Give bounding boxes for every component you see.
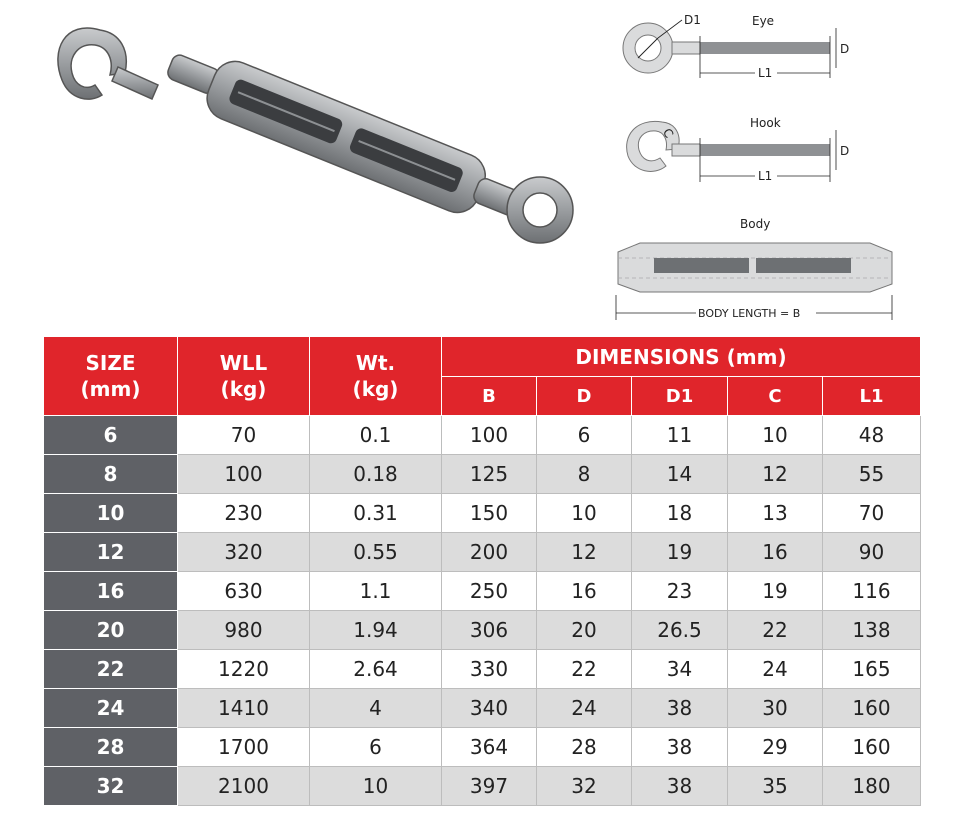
d-cell: 20: [537, 611, 632, 650]
l1-cell: 165: [823, 650, 921, 689]
c-cell: 30: [728, 689, 823, 728]
d-cell: 10: [537, 494, 632, 533]
hook-diagram: [627, 116, 850, 183]
size-cell: 28: [44, 728, 178, 767]
weight-cell: 1.94: [310, 611, 442, 650]
wll-cell: 100: [178, 455, 310, 494]
table-row: [44, 689, 921, 728]
c-cell: 19: [728, 572, 823, 611]
wll-cell: 2100: [178, 767, 310, 806]
c-cell: 35: [728, 767, 823, 806]
weight-cell: 6: [310, 728, 442, 767]
c-cell: 10: [728, 416, 823, 455]
l1-cell: 180: [823, 767, 921, 806]
hook-end-icon: [58, 28, 158, 99]
table-row: [44, 767, 921, 806]
body-frame-icon: [159, 38, 534, 236]
wll-cell: 1220: [178, 650, 310, 689]
weight-cell: 0.55: [310, 533, 442, 572]
d1-cell: 19: [632, 533, 728, 572]
d-cell: 12: [537, 533, 632, 572]
weight-header-unit: (kg): [352, 377, 399, 401]
wll-cell: 70: [178, 416, 310, 455]
dimension-subheader-d: D: [537, 377, 632, 416]
size-cell: 16: [44, 572, 178, 611]
body-length-label: BODY LENGTH = B: [698, 307, 801, 320]
wll-cell: 980: [178, 611, 310, 650]
eye-title: Eye: [752, 14, 775, 28]
weight-cell: 0.31: [310, 494, 442, 533]
c-cell: 13: [728, 494, 823, 533]
c-cell: 16: [728, 533, 823, 572]
hook-l1-label: L1: [758, 169, 773, 183]
d-cell: 32: [537, 767, 632, 806]
d1-cell: 34: [632, 650, 728, 689]
d-cell: 16: [537, 572, 632, 611]
l1-cell: 160: [823, 728, 921, 767]
weight-cell: 1.1: [310, 572, 442, 611]
d1-cell: 14: [632, 455, 728, 494]
d1-cell: 18: [632, 494, 728, 533]
d-cell: 24: [537, 689, 632, 728]
table-row: [44, 533, 921, 572]
size-cell: 32: [44, 767, 178, 806]
c-cell: 22: [728, 611, 823, 650]
eye-diagram: [623, 13, 849, 80]
b-cell: 150: [442, 494, 537, 533]
size-header-unit: (mm): [80, 377, 141, 401]
eye-d-label: D: [840, 42, 850, 56]
table-row: [44, 572, 921, 611]
hook-c-label: C: [659, 126, 677, 141]
d-cell: 22: [537, 650, 632, 689]
l1-cell: 90: [823, 533, 921, 572]
b-cell: 306: [442, 611, 537, 650]
b-cell: 330: [442, 650, 537, 689]
hook-title: Hook: [750, 116, 781, 130]
l1-cell: 160: [823, 689, 921, 728]
d1-cell: 11: [632, 416, 728, 455]
c-cell: 29: [728, 728, 823, 767]
b-cell: 364: [442, 728, 537, 767]
wll-header-label: WLL: [219, 351, 268, 375]
table-body: [44, 416, 921, 806]
weight-header-label: Wt.: [355, 351, 396, 375]
weight-cell: 10: [310, 767, 442, 806]
size-cell: 12: [44, 533, 178, 572]
weight-cell: 2.64: [310, 650, 442, 689]
dimension-subheader-l1: L1: [823, 377, 921, 416]
d1-cell: 38: [632, 767, 728, 806]
d1-cell: 38: [632, 689, 728, 728]
wll-cell: 1410: [178, 689, 310, 728]
size-cell: 6: [44, 416, 178, 455]
dimension-subheader-c: C: [728, 377, 823, 416]
size-cell: 20: [44, 611, 178, 650]
dimensions-header: DIMENSIONS (mm): [442, 337, 921, 377]
wll-header: [178, 337, 310, 416]
table-row: [44, 455, 921, 494]
eye-l1-label: L1: [758, 66, 773, 80]
weight-cell: 4: [310, 689, 442, 728]
table-row: [44, 494, 921, 533]
size-cell: 10: [44, 494, 178, 533]
d-cell: 28: [537, 728, 632, 767]
wll-cell: 320: [178, 533, 310, 572]
dimension-subheader-d1: D1: [632, 377, 728, 416]
turnbuckle-product-image: [40, 5, 600, 255]
b-cell: 340: [442, 689, 537, 728]
size-cell: 24: [44, 689, 178, 728]
size-header: [44, 337, 178, 416]
table-row: [44, 611, 921, 650]
b-cell: 250: [442, 572, 537, 611]
l1-cell: 138: [823, 611, 921, 650]
l1-cell: 48: [823, 416, 921, 455]
size-cell: 22: [44, 650, 178, 689]
spec-table: [43, 336, 921, 806]
weight-cell: 0.18: [310, 455, 442, 494]
wll-cell: 630: [178, 572, 310, 611]
table-row: [44, 728, 921, 767]
l1-cell: 55: [823, 455, 921, 494]
d-cell: 6: [537, 416, 632, 455]
body-diagram: [616, 217, 892, 320]
c-cell: 12: [728, 455, 823, 494]
size-cell: 8: [44, 455, 178, 494]
dimension-subheader-b: B: [442, 377, 537, 416]
eye-end-icon: [507, 177, 573, 243]
table-row: [44, 416, 921, 455]
d-cell: 8: [537, 455, 632, 494]
body-title: Body: [740, 217, 771, 231]
b-cell: 100: [442, 416, 537, 455]
b-cell: 397: [442, 767, 537, 806]
l1-cell: 116: [823, 572, 921, 611]
table-row: [44, 650, 921, 689]
wll-cell: 230: [178, 494, 310, 533]
eye-d1-label: D1: [684, 13, 701, 27]
weight-header: [310, 337, 442, 416]
d1-cell: 23: [632, 572, 728, 611]
l1-cell: 70: [823, 494, 921, 533]
weight-cell: 0.1: [310, 416, 442, 455]
d1-cell: 26.5: [632, 611, 728, 650]
d1-cell: 38: [632, 728, 728, 767]
wll-cell: 1700: [178, 728, 310, 767]
wll-header-unit: (kg): [220, 377, 267, 401]
size-header-label: SIZE: [85, 351, 136, 375]
technical-drawings: [600, 0, 900, 330]
c-cell: 24: [728, 650, 823, 689]
b-cell: 200: [442, 533, 537, 572]
hook-d-label: D: [840, 144, 850, 158]
b-cell: 125: [442, 455, 537, 494]
